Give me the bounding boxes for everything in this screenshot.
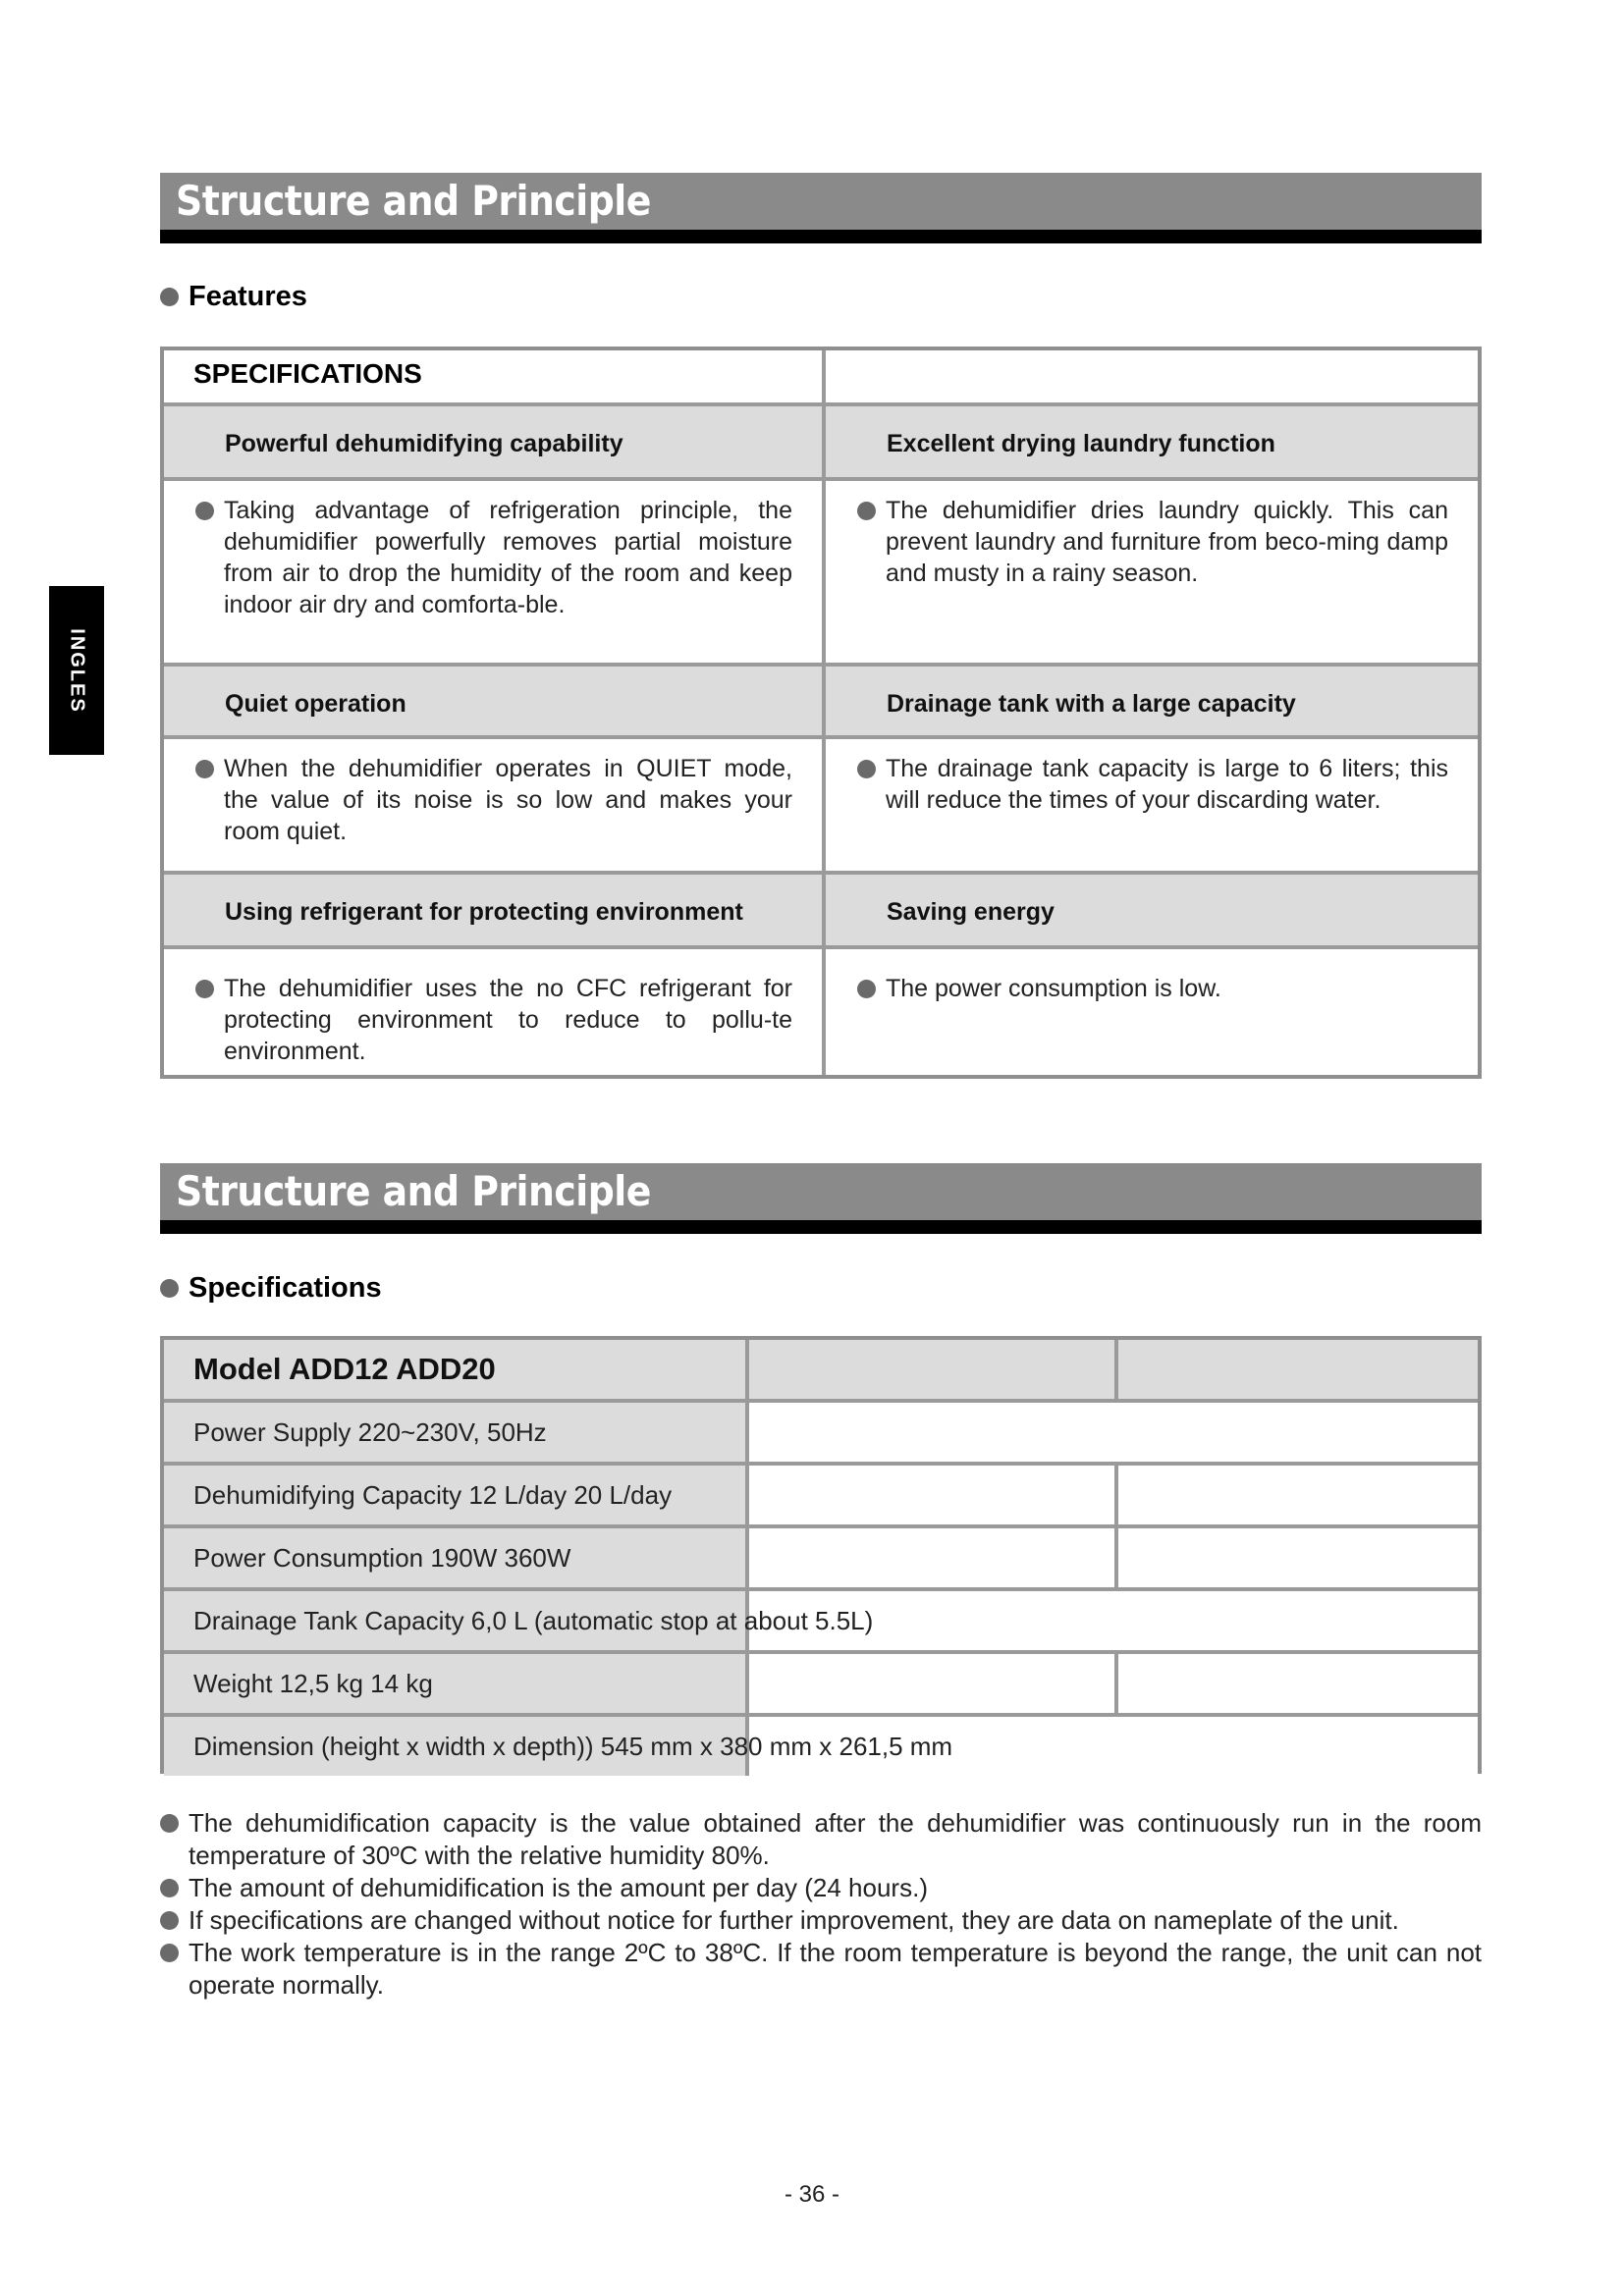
spec-empty-cell	[1118, 1528, 1478, 1587]
feature-title: Drainage tank with a large capacity	[826, 667, 1478, 735]
spec-empty-cell	[749, 1403, 1478, 1462]
note-text: The dehumidification capacity is the value obtained after the dehumidifier was continuously run in the room temperature of 30ºC with the relative humidity 80%.	[189, 1808, 1482, 1870]
spec-empty-cell	[749, 1528, 1114, 1587]
spec-row-label: Dehumidifying Capacity 12 L/day 20 L/day	[164, 1466, 745, 1524]
banner-title: Structure and Principle	[160, 173, 1482, 230]
spec-row-label: Weight 12,5 kg 14 kg	[164, 1654, 745, 1713]
bullet-icon	[857, 980, 876, 998]
feature-text: The dehumidifier dries laundry quickly. This can prevent laundry and furniture from beco-ming damp and musty in a rainy season.	[886, 497, 1448, 587]
feature-title: Excellent drying laundry function	[826, 406, 1478, 477]
note-text: If specifications are changed without notice for further improvement, they are data on nameplate of the unit.	[189, 1905, 1399, 1935]
page-number: - 36 -	[784, 2181, 839, 2208]
specifications-table	[160, 1336, 1482, 1774]
bullet-icon	[160, 1944, 179, 1962]
banner-rule	[160, 1220, 1482, 1234]
feature-text-cell	[164, 481, 822, 663]
note-item	[160, 1807, 1482, 1872]
feature-text: The power consumption is low.	[886, 975, 1221, 1002]
specifications-heading	[160, 1272, 382, 1305]
bullet-icon	[160, 1279, 179, 1298]
specification-notes	[160, 1807, 1482, 2002]
features-table-title-empty	[826, 350, 1478, 402]
features-heading-label: Features	[189, 281, 307, 312]
bullet-icon	[857, 760, 876, 778]
feature-text: Taking advantage of refrigeration principle, the dehumidifier powerfully removes partial moisture from air to drop the humidity of the room and keep indoor air dry and comforta-ble.	[224, 497, 792, 618]
feature-title: Quiet operation	[164, 667, 822, 735]
banner-title: Structure and Principle	[160, 1163, 1482, 1220]
bullet-icon	[857, 502, 876, 520]
spec-row-label: Power Consumption 190W 360W	[164, 1528, 745, 1587]
spec-empty-cell	[1118, 1654, 1478, 1713]
note-item	[160, 1937, 1482, 2002]
side-tab-label: INGLES	[66, 627, 88, 714]
spec-empty-cell	[749, 1654, 1114, 1713]
note-item	[160, 1872, 1482, 1904]
banner-rule	[160, 230, 1482, 243]
bullet-icon	[160, 1911, 179, 1930]
feature-text-cell	[164, 739, 822, 871]
spec-empty-cell	[749, 1340, 1114, 1399]
spec-empty-cell	[1118, 1466, 1478, 1524]
bullet-icon	[195, 760, 214, 778]
bullet-icon	[195, 502, 214, 520]
feature-text: When the dehumidifier operates in QUIET mode, the value of its noise is so low and makes your room quiet.	[224, 755, 792, 845]
spec-row-label: Dimension (height x width x depth)) 545 mm x 380 mm x 261,5 mm	[164, 1717, 1478, 1776]
spec-model-header: Model ADD12 ADD20	[164, 1340, 745, 1399]
feature-title: Using refrigerant for protecting environment	[164, 875, 822, 945]
section-banner-features	[160, 173, 1482, 243]
note-text: The amount of dehumidification is the amount per day (24 hours.)	[189, 1873, 928, 1902]
feature-text: The drainage tank capacity is large to 6 liters; this will reduce the times of your discarding water.	[886, 755, 1448, 814]
feature-text-cell	[826, 481, 1478, 663]
feature-title: Saving energy	[826, 875, 1478, 945]
bullet-icon	[160, 288, 179, 306]
language-side-tab	[49, 586, 104, 755]
specifications-heading-label: Specifications	[189, 1272, 382, 1304]
bullet-icon	[160, 1814, 179, 1833]
bullet-icon	[195, 980, 214, 998]
features-table	[160, 347, 1482, 1079]
features-table-title: SPECIFICATIONS	[164, 350, 822, 402]
feature-text-cell	[826, 739, 1478, 871]
spec-empty-cell	[749, 1466, 1114, 1524]
feature-text: The dehumidifier uses the no CFC refrigerant for protecting environment to reduce to pollu-te environment.	[224, 975, 792, 1065]
section-banner-specifications	[160, 1163, 1482, 1234]
note-item	[160, 1904, 1482, 1937]
feature-title: Powerful dehumidifying capability	[164, 406, 822, 477]
feature-text-cell	[164, 949, 822, 1075]
bullet-icon	[160, 1879, 179, 1897]
spec-row-label: Power Supply 220~230V, 50Hz	[164, 1403, 745, 1462]
spec-row-label: Drainage Tank Capacity 6,0 L (automatic stop at about 5.5L)	[164, 1591, 1478, 1650]
spec-empty-cell	[1118, 1340, 1478, 1399]
note-text: The work temperature is in the range 2ºC to 38ºC. If the room temperature is beyond the range, the unit can not operate normally.	[189, 1938, 1482, 2000]
features-heading	[160, 281, 307, 313]
feature-text-cell	[826, 949, 1478, 1075]
